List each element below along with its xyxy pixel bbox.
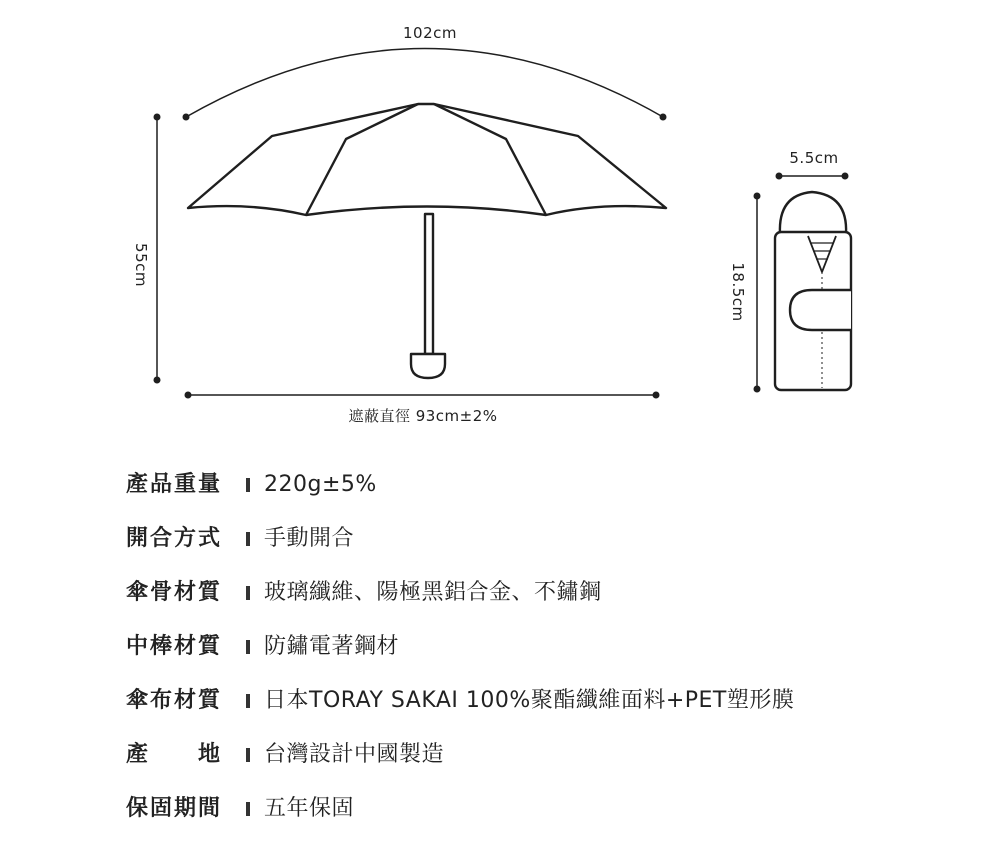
spec-row-fabric-material <box>126 674 986 728</box>
spec-value: 手動開合 <box>264 526 355 551</box>
spec-row-shaft-material <box>126 620 986 674</box>
spec-value: 220g±5% <box>264 472 377 497</box>
spec-row-opening <box>126 512 986 566</box>
spec-value: 日本TORAY SAKAI 100%聚酯纖維面料+PET塑形膜 <box>264 688 795 713</box>
spec-label: 中棒材質 <box>126 634 223 659</box>
open-umbrella-drawing <box>188 104 666 378</box>
spec-value: 防鏽電著鋼材 <box>264 634 400 659</box>
height-dimension <box>132 114 161 384</box>
spec-label: 傘布材質 <box>126 688 223 713</box>
spec-label: 開合方式 <box>126 526 223 551</box>
separator-bar <box>246 586 250 600</box>
separator-bar <box>246 748 250 762</box>
arc-dimension <box>183 24 667 121</box>
folded-width-dimension <box>776 149 849 180</box>
separator-bar <box>246 694 250 708</box>
spec-row-origin <box>126 728 986 782</box>
spec-label: 傘骨材質 <box>126 580 223 605</box>
spec-label: 產 地 <box>126 742 223 767</box>
spec-value: 五年保固 <box>264 796 355 821</box>
spec-label: 產品重量 <box>126 472 223 497</box>
spec-row-weight <box>126 458 986 512</box>
separator-bar <box>246 802 250 816</box>
spec-row-rib-material <box>126 566 986 620</box>
spec-label: 保固期間 <box>126 796 223 821</box>
spec-row-warranty <box>126 782 986 836</box>
folded-umbrella-drawing <box>775 192 851 390</box>
separator-bar <box>246 532 250 546</box>
spec-value: 台灣設計中國製造 <box>264 742 445 767</box>
separator-bar <box>246 478 250 492</box>
folded-width-label: 5.5cm <box>789 149 839 167</box>
spec-value: 玻璃纖維、陽極黑鋁合金、不鏽鋼 <box>264 580 602 605</box>
folded-length-dimension <box>729 193 761 393</box>
folded-length-label: 18.5cm <box>729 262 747 322</box>
coverage-dimension <box>185 392 660 426</box>
spec-list <box>126 458 986 836</box>
arc-length-label: 102cm <box>403 24 457 42</box>
height-label: 55cm <box>132 243 150 287</box>
separator-bar <box>246 640 250 654</box>
coverage-diameter-label: 遮蔽直徑 93cm±2% <box>348 407 498 425</box>
